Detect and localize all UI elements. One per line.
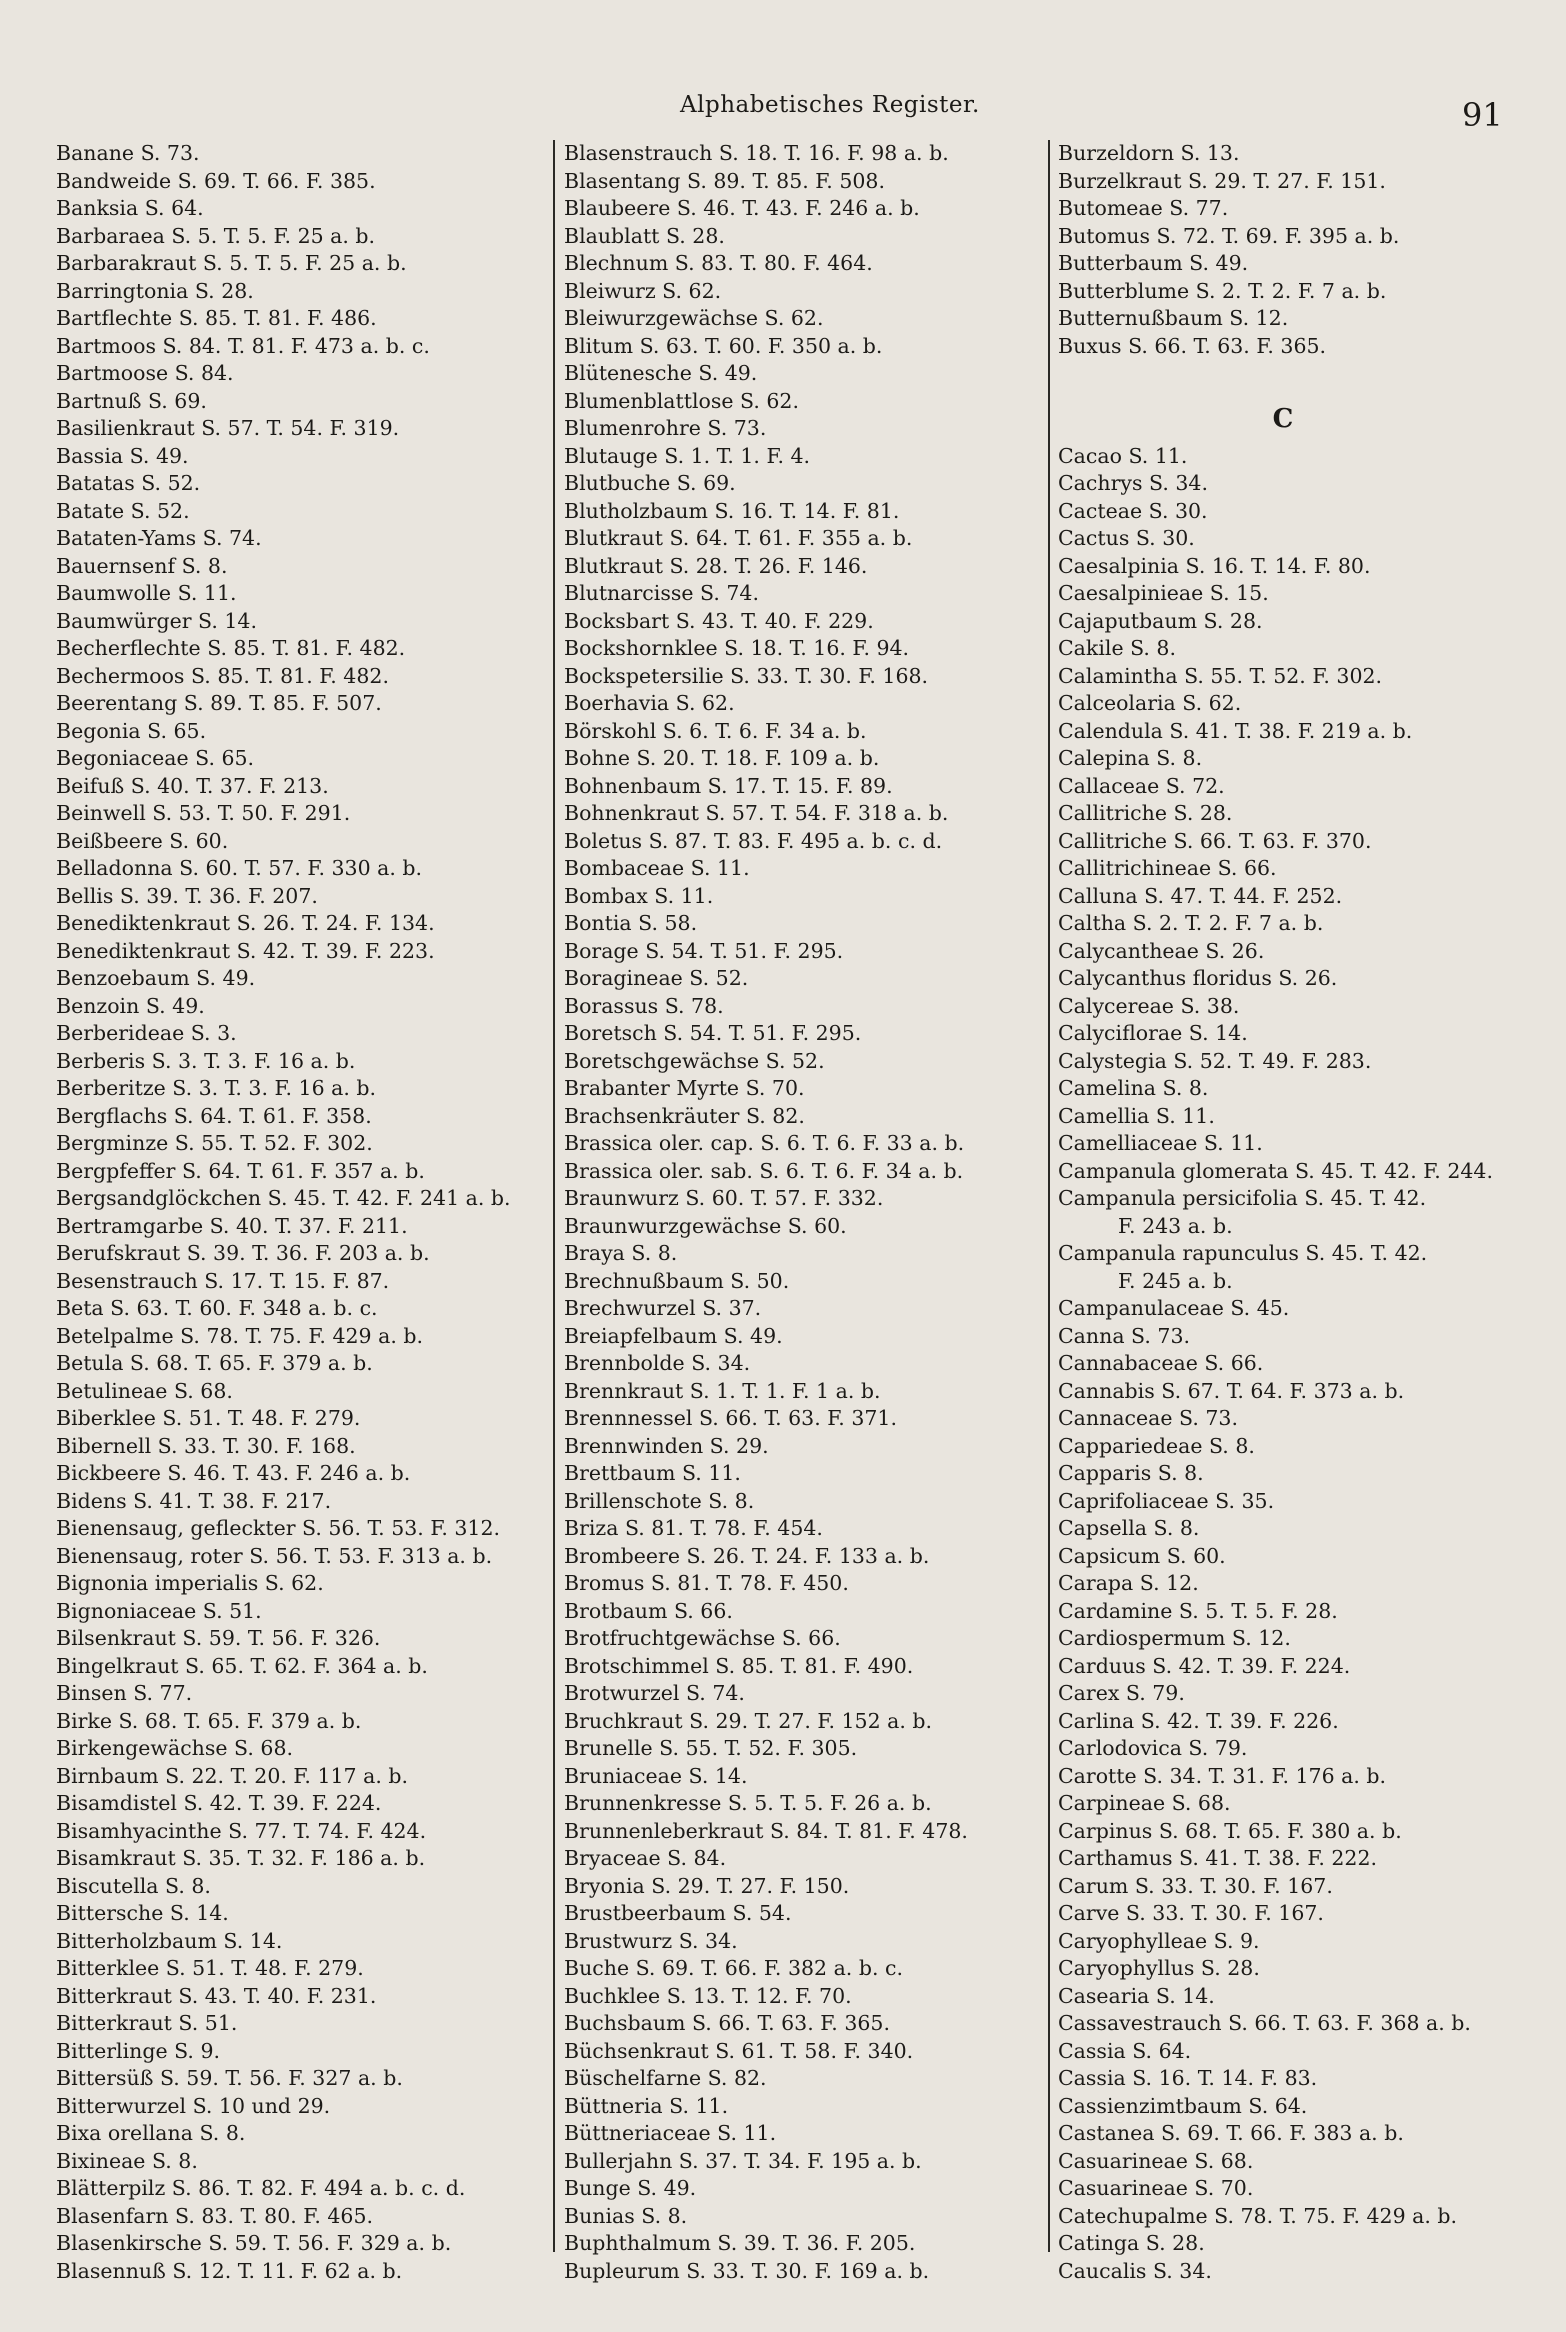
register-entry: Baumwolle S. 11. xyxy=(56,581,237,605)
register-entry: Blasenkirsche S. 59. T. 56. F. 329 a. b. xyxy=(56,2231,452,2255)
register-entry: Carpineae S. 68. xyxy=(1058,1791,1231,1815)
register-entry: Calyciflorae S. 14. xyxy=(1058,1021,1248,1045)
register-entry: Cannaceae S. 73. xyxy=(1058,1406,1238,1430)
register-entry: Briza S. 81. T. 78. F. 454. xyxy=(564,1516,823,1540)
register-entry: Cassia S. 16. T. 14. F. 83. xyxy=(1058,2066,1318,2090)
register-entry: Brustbeerbaum S. 54. xyxy=(564,1901,792,1925)
register-entry: Brechnußbaum S. 50. xyxy=(564,1268,790,1293)
register-entry: Brotfruchtgewächse S. 66. xyxy=(564,1626,841,1650)
register-entry: Bruniaceae S. 14. xyxy=(564,1763,748,1788)
register-entry: Benzoebaum S. 49. xyxy=(56,966,256,990)
register-entry: Blumenblattlose S. 62. xyxy=(564,388,799,413)
register-entry: Calceolaria S. 62. xyxy=(1058,691,1242,715)
register-entry: Bryonia S. 29. T. 27. F. 150. xyxy=(564,1873,850,1898)
register-entry: Blutholzbaum S. 16. T. 14. F. 81. xyxy=(564,498,900,523)
register-entry: Banksia S. 64. xyxy=(56,196,204,220)
register-entry: Bromus S. 81. T. 78. F. 450. xyxy=(564,1571,849,1595)
register-entry: Braya S. 8. xyxy=(564,1241,678,1265)
register-entry: Brotschimmel S. 85. T. 81. F. 490. xyxy=(564,1653,914,1678)
column-divider xyxy=(1048,140,1050,2252)
register-entry: Brachsenkräuter S. 82. xyxy=(564,1103,805,1128)
register-entry: Caltha S. 2. T. 2. F. 7 a. b. xyxy=(1058,911,1324,935)
register-entry: Brettbaum S. 11. xyxy=(564,1461,741,1485)
register-entry: Blutkraut S. 64. T. 61. F. 355 a. b. xyxy=(564,526,913,550)
register-entry: Casuarineae S. 70. xyxy=(1058,2176,1254,2200)
register-entry: Bocksbart S. 43. T. 40. F. 229. xyxy=(564,608,874,633)
register-entry: Blitum S. 63. T. 60. F. 350 a. b. xyxy=(564,333,883,358)
register-entry: Blasentang S. 89. T. 85. F. 508. xyxy=(564,168,885,193)
register-entry: Camelina S. 8. xyxy=(1058,1076,1209,1100)
register-entry: Bitterlinge S. 9. xyxy=(56,2038,221,2063)
register-entry: Benzoin S. 49. xyxy=(56,993,205,1018)
register-entry: Brustwurz S. 34. xyxy=(564,1928,738,1953)
register-entry: Bixineae S. 8. xyxy=(56,2148,198,2173)
running-header: Alphabetisches Register. xyxy=(680,92,980,118)
register-column-3 xyxy=(1058,140,1548,2285)
register-entry: Becherflechte S. 85. T. 81. F. 482. xyxy=(56,636,406,660)
register-entry: Bandweide S. 69. T. 66. F. 385. xyxy=(56,168,376,193)
register-entry: Capsicum S. 60. xyxy=(1058,1543,1226,1568)
register-entry: Begonia S. 65. xyxy=(56,718,207,743)
register-entry: Bauernsenf S. 8. xyxy=(56,553,228,578)
register-entry: Brotwurzel S. 74. xyxy=(564,1681,745,1705)
register-entry: Bartflechte S. 85. T. 81. F. 486. xyxy=(56,306,377,330)
register-entry: Bitterkraut S. 51. xyxy=(56,2011,238,2035)
register-entry: Brunnenkresse S. 5. T. 5. F. 26 a. b. xyxy=(564,1791,932,1815)
register-entry: Bullerjahn S. 37. T. 34. F. 195 a. b. xyxy=(564,2148,922,2173)
register-entry: Butomus S. 72. T. 69. F. 395 a. b. xyxy=(1058,223,1400,248)
register-entry: Caryophylleae S. 9. xyxy=(1058,1928,1260,1953)
register-entry: Blumenrohre S. 73. xyxy=(564,416,767,440)
register-entry: Bohnenkraut S. 57. T. 54. F. 318 a. b. xyxy=(564,801,949,825)
register-entry: Carve S. 33. T. 30. F. 167. xyxy=(1058,1901,1324,1925)
register-entry: Calamintha S. 55. T. 52. F. 302. xyxy=(1058,663,1383,688)
register-entry: Beta S. 63. T. 60. F. 348 a. b. c. xyxy=(56,1296,378,1320)
register-entry: Bassia S. 49. xyxy=(56,443,189,468)
register-entry: Cassia S. 64. xyxy=(1058,2038,1192,2063)
register-entry: Boretschgewächse S. 52. xyxy=(564,1048,825,1073)
register-entry: Barbarakraut S. 5. T. 5. F. 25 a. b. xyxy=(56,251,407,275)
register-entry: Casearia S. 14. xyxy=(1058,1983,1215,2008)
register-entry: Bienensaug, gefleckter S. 56. T. 53. F. 312. xyxy=(56,1516,501,1540)
register-entry: Blechnum S. 83. T. 80. F. 464. xyxy=(564,251,873,275)
register-entry: Boragineae S. 52. xyxy=(564,966,749,990)
register-entry: Bergminze S. 55. T. 52. F. 302. xyxy=(56,1131,373,1155)
register-entry: Bataten-Yams S. 74. xyxy=(56,526,262,550)
register-entry: Calepina S. 8. xyxy=(1058,746,1203,770)
register-entry: Beißbeere S. 60. xyxy=(56,828,229,853)
register-entry: Cardiospermum S. 12. xyxy=(1058,1626,1291,1650)
register-entry: Buche S. 69. T. 66. F. 382 a. b. c. xyxy=(564,1956,903,1980)
register-entry: Brillenschote S. 8. xyxy=(564,1488,755,1513)
register-entry: Brennbolde S. 34. xyxy=(564,1351,751,1375)
register-entry: Bilsenkraut S. 59. T. 56. F. 326. xyxy=(56,1626,381,1650)
register-entry: Bertramgarbe S. 40. T. 37. F. 211. xyxy=(56,1213,408,1238)
register-entry: Carum S. 33. T. 30. F. 167. xyxy=(1058,1873,1333,1898)
register-entry: Campanulaceae S. 45. xyxy=(1058,1296,1290,1320)
register-entry: Boerhavia S. 62. xyxy=(564,691,735,715)
register-entry: Canna S. 73. xyxy=(1058,1323,1190,1348)
register-entry: Blütenesche S. 49. xyxy=(564,361,758,385)
register-entry: Carex S. 79. xyxy=(1058,1681,1185,1705)
register-entry: Buphthalmum S. 39. T. 36. F. 205. xyxy=(564,2231,916,2255)
register-entry: Butomeae S. 77. xyxy=(1058,196,1229,220)
register-entry: Blutbuche S. 69. xyxy=(564,471,736,495)
register-entry: Bitterholzbaum S. 14. xyxy=(56,1928,283,1953)
register-entry: Calendula S. 41. T. 38. F. 219 a. b. xyxy=(1058,718,1413,743)
register-entry: Butternußbaum S. 12. xyxy=(1058,306,1289,330)
register-entry: Biscutella S. 8. xyxy=(56,1873,211,1898)
register-entry: Bitterkraut S. 43. T. 40. F. 231. xyxy=(56,1983,377,2008)
register-entry: Butterblume S. 2. T. 2. F. 7 a. b. xyxy=(1058,278,1387,303)
register-entry: Betelpalme S. 78. T. 75. F. 429 a. b. xyxy=(56,1323,423,1348)
register-entry: Bienensaug, roter S. 56. T. 53. F. 313 a. b. xyxy=(56,1543,493,1568)
register-entry: Brassica oler. sab. S. 6. T. 6. F. 34 a. b. xyxy=(564,1158,964,1183)
register-entry: Cassavestrauch S. 66. T. 63. F. 368 a. b. xyxy=(1058,2011,1471,2035)
register-entry: Cacteae S. 30. xyxy=(1058,498,1208,523)
register-entry: Boletus S. 87. T. 83. F. 495 a. b. c. d. xyxy=(564,828,943,853)
register-entry: Calystegia S. 52. T. 49. F. 283. xyxy=(1058,1048,1372,1073)
register-entry: Breiapfelbaum S. 49. xyxy=(564,1323,783,1348)
register-entry: Caprifoliaceae S. 35. xyxy=(1058,1488,1275,1513)
register-entry: Birkengewächse S. 68. xyxy=(56,1736,294,1760)
register-entry: Blasennuß S. 12. T. 11. F. 62 a. b. xyxy=(56,2258,403,2283)
register-entry: Bombax S. 11. xyxy=(564,883,714,908)
register-entry: Bartnuß S. 69. xyxy=(56,388,207,413)
register-entry: Braunwurzgewächse S. 60. xyxy=(564,1213,847,1238)
register-entry: Bergflachs S. 64. T. 61. F. 358. xyxy=(56,1103,372,1128)
register-entry: Bergsandglöckchen S. 45. T. 42. F. 241 a. b. xyxy=(56,1186,511,1210)
register-entry: Birnbaum S. 22. T. 20. F. 117 a. b. xyxy=(56,1763,409,1788)
register-entry: Campanula glomerata S. 45. T. 42. F. 244. xyxy=(1058,1158,1493,1183)
register-entry: Buchklee S. 13. T. 12. F. 70. xyxy=(564,1983,852,2008)
register-entry: Calluna S. 47. T. 44. F. 252. xyxy=(1058,883,1343,908)
register-entry: Berberitze S. 3. T. 3. F. 16 a. b. xyxy=(56,1076,377,1100)
register-entry: Callaceae S. 72. xyxy=(1058,773,1225,798)
register-entry: Büttneria S. 11. xyxy=(564,2093,729,2118)
register-entry: Barringtonia S. 28. xyxy=(56,278,254,303)
register-entry: Capsella S. 8. xyxy=(1058,1516,1200,1540)
register-entry: Blaubeere S. 46. T. 43. F. 246 a. b. xyxy=(564,196,920,220)
register-entry: Besenstrauch S. 17. T. 15. F. 87. xyxy=(56,1268,390,1293)
register-entry: Bohne S. 20. T. 18. F. 109 a. b. xyxy=(564,746,880,770)
register-entry: Butterbaum S. 49. xyxy=(1058,251,1249,275)
register-entry: Blutauge S. 1. T. 1. F. 4. xyxy=(564,443,811,468)
register-entry: Büchsenkraut S. 61. T. 58. F. 340. xyxy=(564,2038,914,2063)
register-entry: Berberideae S. 3. xyxy=(56,1021,237,1045)
register-entry: Binsen S. 77. xyxy=(56,1681,193,1705)
register-entry-continuation: F. 245 a. b. xyxy=(1118,1268,1233,1293)
register-entry: Buxus S. 66. T. 63. F. 365. xyxy=(1058,333,1327,358)
register-entry: Berufskraut S. 39. T. 36. F. 203 a. b. xyxy=(56,1241,430,1265)
register-entry: Calycereae S. 38. xyxy=(1058,993,1240,1018)
register-entry: Bleiwurz S. 62. xyxy=(564,278,722,303)
register-entry: Betulineae S. 68. xyxy=(56,1378,233,1403)
register-entry: Bellis S. 39. T. 36. F. 207. xyxy=(56,883,318,908)
register-entry: Brombeere S. 26. T. 24. F. 133 a. b. xyxy=(564,1543,930,1568)
register-entry: Cannabis S. 67. T. 64. F. 373 a. b. xyxy=(1058,1378,1405,1403)
register-entry: Benediktenkraut S. 26. T. 24. F. 134. xyxy=(56,911,435,935)
register-entry: Blasenfarn S. 83. T. 80. F. 465. xyxy=(56,2203,374,2228)
register-entry: Biberklee S. 51. T. 48. F. 279. xyxy=(56,1406,361,1430)
register-entry: Bechermoos S. 85. T. 81. F. 482. xyxy=(56,663,389,688)
register-entry: Caesalpinieae S. 15. xyxy=(1058,581,1269,605)
register-entry: Carthamus S. 41. T. 38. F. 222. xyxy=(1058,1846,1378,1870)
register-entry: Cardamine S. 5. T. 5. F. 28. xyxy=(1058,1598,1338,1623)
register-entry: Callitrichineae S. 66. xyxy=(1058,856,1277,880)
register-entry: Blutnarcisse S. 74. xyxy=(564,581,759,605)
register-entry: Brunnenleberkraut S. 84. T. 81. F. 478. xyxy=(564,1818,968,1843)
register-entry: Brennwinden S. 29. xyxy=(564,1433,769,1458)
register-entry: Callitriche S. 66. T. 63. F. 370. xyxy=(1058,828,1372,853)
register-entry: Bockspetersilie S. 33. T. 30. F. 168. xyxy=(564,663,929,688)
register-entry: Banane S. 73. xyxy=(56,141,200,165)
column-divider xyxy=(553,140,555,2252)
register-entry: Birke S. 68. T. 65. F. 379 a. b. xyxy=(56,1708,362,1733)
register-entry: Bunge S. 49. xyxy=(564,2176,697,2200)
register-entry: Barbaraea S. 5. T. 5. F. 25 a. b. xyxy=(56,223,376,248)
register-entry: Cactus S. 30. xyxy=(1058,526,1195,550)
register-entry: Caryophyllus S. 28. xyxy=(1058,1956,1260,1980)
register-entry: Baumwürger S. 14. xyxy=(56,608,257,633)
register-entry: Blaublatt S. 28. xyxy=(564,223,725,248)
register-entry: Bittersche S. 14. xyxy=(56,1901,229,1925)
register-entry: Caesalpinia S. 16. T. 14. F. 80. xyxy=(1058,553,1371,578)
register-entry: Brunelle S. 55. T. 52. F. 305. xyxy=(564,1736,858,1760)
register-entry: Bixa orellana S. 8. xyxy=(56,2121,246,2145)
register-entry: Bupleurum S. 33. T. 30. F. 169 a. b. xyxy=(564,2258,930,2283)
register-entry: Cassienzimtbaum S. 64. xyxy=(1058,2093,1308,2118)
register-entry: Burzeldorn S. 13. xyxy=(1058,141,1240,165)
register-entry: Bisamdistel S. 42. T. 39. F. 224. xyxy=(56,1791,382,1815)
register-entry: Belladonna S. 60. T. 57. F. 330 a. b. xyxy=(56,856,423,880)
register-entry: Bittersüß S. 59. T. 56. F. 327 a. b. xyxy=(56,2066,403,2090)
register-entry: Catechupalme S. 78. T. 75. F. 429 a. b. xyxy=(1058,2203,1458,2228)
page-number: 91 xyxy=(1462,96,1503,134)
register-entry: Casuarineae S. 68. xyxy=(1058,2148,1254,2173)
register-entry: Büschelfarne S. 82. xyxy=(564,2066,767,2090)
register-entry-continuation: F. 243 a. b. xyxy=(1118,1213,1233,1238)
register-entry: Bruchkraut S. 29. T. 27. F. 152 a. b. xyxy=(564,1708,933,1733)
register-entry: Bergpfeffer S. 64. T. 61. F. 357 a. b. xyxy=(56,1158,425,1183)
register-entry: Borassus S. 78. xyxy=(564,993,724,1018)
register-entry: Bockshornklee S. 18. T. 16. F. 94. xyxy=(564,636,910,660)
register-entry: Beinwell S. 53. T. 50. F. 291. xyxy=(56,801,351,825)
register-entry: Bitterwurzel S. 10 und 29. xyxy=(56,2093,331,2118)
register-column-2 xyxy=(564,140,1049,2285)
register-entry: Carotte S. 34. T. 31. F. 176 a. b. xyxy=(1058,1763,1387,1788)
register-entry: Boretsch S. 54. T. 51. F. 295. xyxy=(564,1021,862,1045)
register-entry: Carlodovica S. 79. xyxy=(1058,1736,1248,1760)
register-entry: Bontia S. 58. xyxy=(564,911,698,935)
register-entry: Bombaceae S. 11. xyxy=(564,856,750,880)
register-entry: Batate S. 52. xyxy=(56,498,190,523)
register-entry: Cakile S. 8. xyxy=(1058,636,1176,660)
register-column-1 xyxy=(56,140,546,2285)
register-entry: Brassica oler. cap. S. 6. T. 6. F. 33 a. b. xyxy=(564,1131,965,1155)
register-entry: Castanea S. 69. T. 66. F. 383 a. b. xyxy=(1058,2121,1404,2145)
register-entry: Bartmoos S. 84. T. 81. F. 473 a. b. c. xyxy=(56,333,430,358)
section-letter: C xyxy=(1272,403,1294,434)
register-entry: Bingelkraut S. 65. T. 62. F. 364 a. b. xyxy=(56,1653,428,1678)
register-entry: Calycanthus floridus S. 26. xyxy=(1058,966,1338,990)
register-entry: Carpinus S. 68. T. 65. F. 380 a. b. xyxy=(1058,1818,1402,1843)
register-entry: Brennkraut S. 1. T. 1. F. 1 a. b. xyxy=(564,1378,881,1403)
register-entry: Caucalis S. 34. xyxy=(1058,2258,1212,2283)
register-entry: Brennnessel S. 66. T. 63. F. 371. xyxy=(564,1406,897,1430)
register-entry: Bignonia imperialis S. 62. xyxy=(56,1571,324,1595)
register-entry: Bisamhyacinthe S. 77. T. 74. F. 424. xyxy=(56,1818,427,1843)
register-entry: Bryaceae S. 84. xyxy=(564,1846,727,1870)
register-entry: Buchsbaum S. 66. T. 63. F. 365. xyxy=(564,2011,890,2035)
register-entry: Catinga S. 28. xyxy=(1058,2231,1205,2255)
register-entry: Borage S. 54. T. 51. F. 295. xyxy=(564,938,844,963)
register-entry: Burzelkraut S. 29. T. 27. F. 151. xyxy=(1058,168,1386,193)
register-entry: Beifuß S. 40. T. 37. F. 213. xyxy=(56,773,329,798)
register-entry: Bignoniaceae S. 51. xyxy=(56,1598,262,1623)
register-entry: Bohnenbaum S. 17. T. 15. F. 89. xyxy=(564,773,893,798)
register-entry: Betula S. 68. T. 65. F. 379 a. b. xyxy=(56,1351,373,1375)
register-entry: Brechwurzel S. 37. xyxy=(564,1296,762,1320)
register-entry: Basilienkraut S. 57. T. 54. F. 319. xyxy=(56,416,400,440)
register-entry: Braunwurz S. 60. T. 57. F. 332. xyxy=(564,1186,884,1210)
register-entry: Büttneriaceae S. 11. xyxy=(564,2121,777,2145)
register-entry: Cachrys S. 34. xyxy=(1058,471,1208,495)
register-entry: Benediktenkraut S. 42. T. 39. F. 223. xyxy=(56,938,435,963)
register-entry: Bidens S. 41. T. 38. F. 217. xyxy=(56,1488,332,1513)
register-entry: Cacao S. 11. xyxy=(1058,443,1188,468)
register-entry: Bartmoose S. 84. xyxy=(56,361,234,385)
register-entry: Cajaputbaum S. 28. xyxy=(1058,608,1263,633)
section-spacer xyxy=(1058,360,1548,388)
register-entry: Bleiwurzgewächse S. 62. xyxy=(564,306,824,330)
register-entry: Calycantheae S. 26. xyxy=(1058,938,1265,963)
register-entry: Brabanter Myrte S. 70. xyxy=(564,1076,805,1100)
register-entry: Bickbeere S. 46. T. 43. F. 246 a. b. xyxy=(56,1461,411,1485)
register-entry: Bibernell S. 33. T. 30. F. 168. xyxy=(56,1433,356,1458)
register-entry: Beerentang S. 89. T. 85. F. 507. xyxy=(56,691,382,715)
register-entry: Bitterklee S. 51. T. 48. F. 279. xyxy=(56,1956,364,1980)
register-entry: Berberis S. 3. T. 3. F. 16 a. b. xyxy=(56,1048,356,1073)
register-entry: Begoniaceae S. 65. xyxy=(56,746,255,770)
register-entry: Carlina S. 42. T. 39. F. 226. xyxy=(1058,1708,1339,1733)
register-entry: Cannabaceae S. 66. xyxy=(1058,1351,1264,1375)
register-entry: Campanula persicifolia S. 45. T. 42. xyxy=(1058,1186,1427,1210)
register-entry: Bisamkraut S. 35. T. 32. F. 186 a. b. xyxy=(56,1846,426,1870)
register-entry: Callitriche S. 28. xyxy=(1058,801,1233,825)
register-entry: Börskohl S. 6. T. 6. F. 34 a. b. xyxy=(564,718,867,743)
register-entry: Carapa S. 12. xyxy=(1058,1571,1199,1595)
register-entry: Camellia S. 11. xyxy=(1058,1103,1215,1128)
register-entry: Batatas S. 52. xyxy=(56,471,201,495)
register-entry: Carduus S. 42. T. 39. F. 224. xyxy=(1058,1653,1351,1678)
register-entry: Capparis S. 8. xyxy=(1058,1461,1204,1485)
register-entry: Blutkraut S. 28. T. 26. F. 146. xyxy=(564,553,868,578)
register-entry: Cappariedeae S. 8. xyxy=(1058,1433,1255,1458)
register-entry: Blätterpilz S. 86. T. 82. F. 494 a. b. c. d. xyxy=(56,2176,466,2200)
register-entry: Campanula rapunculus S. 45. T. 42. xyxy=(1058,1241,1428,1265)
register-entry: Blasenstrauch S. 18. T. 16. F. 98 a. b. xyxy=(564,141,949,165)
register-entry: Bunias S. 8. xyxy=(564,2203,688,2228)
register-entry: Brotbaum S. 66. xyxy=(564,1598,733,1623)
register-entry: Camelliaceae S. 11. xyxy=(1058,1131,1263,1155)
